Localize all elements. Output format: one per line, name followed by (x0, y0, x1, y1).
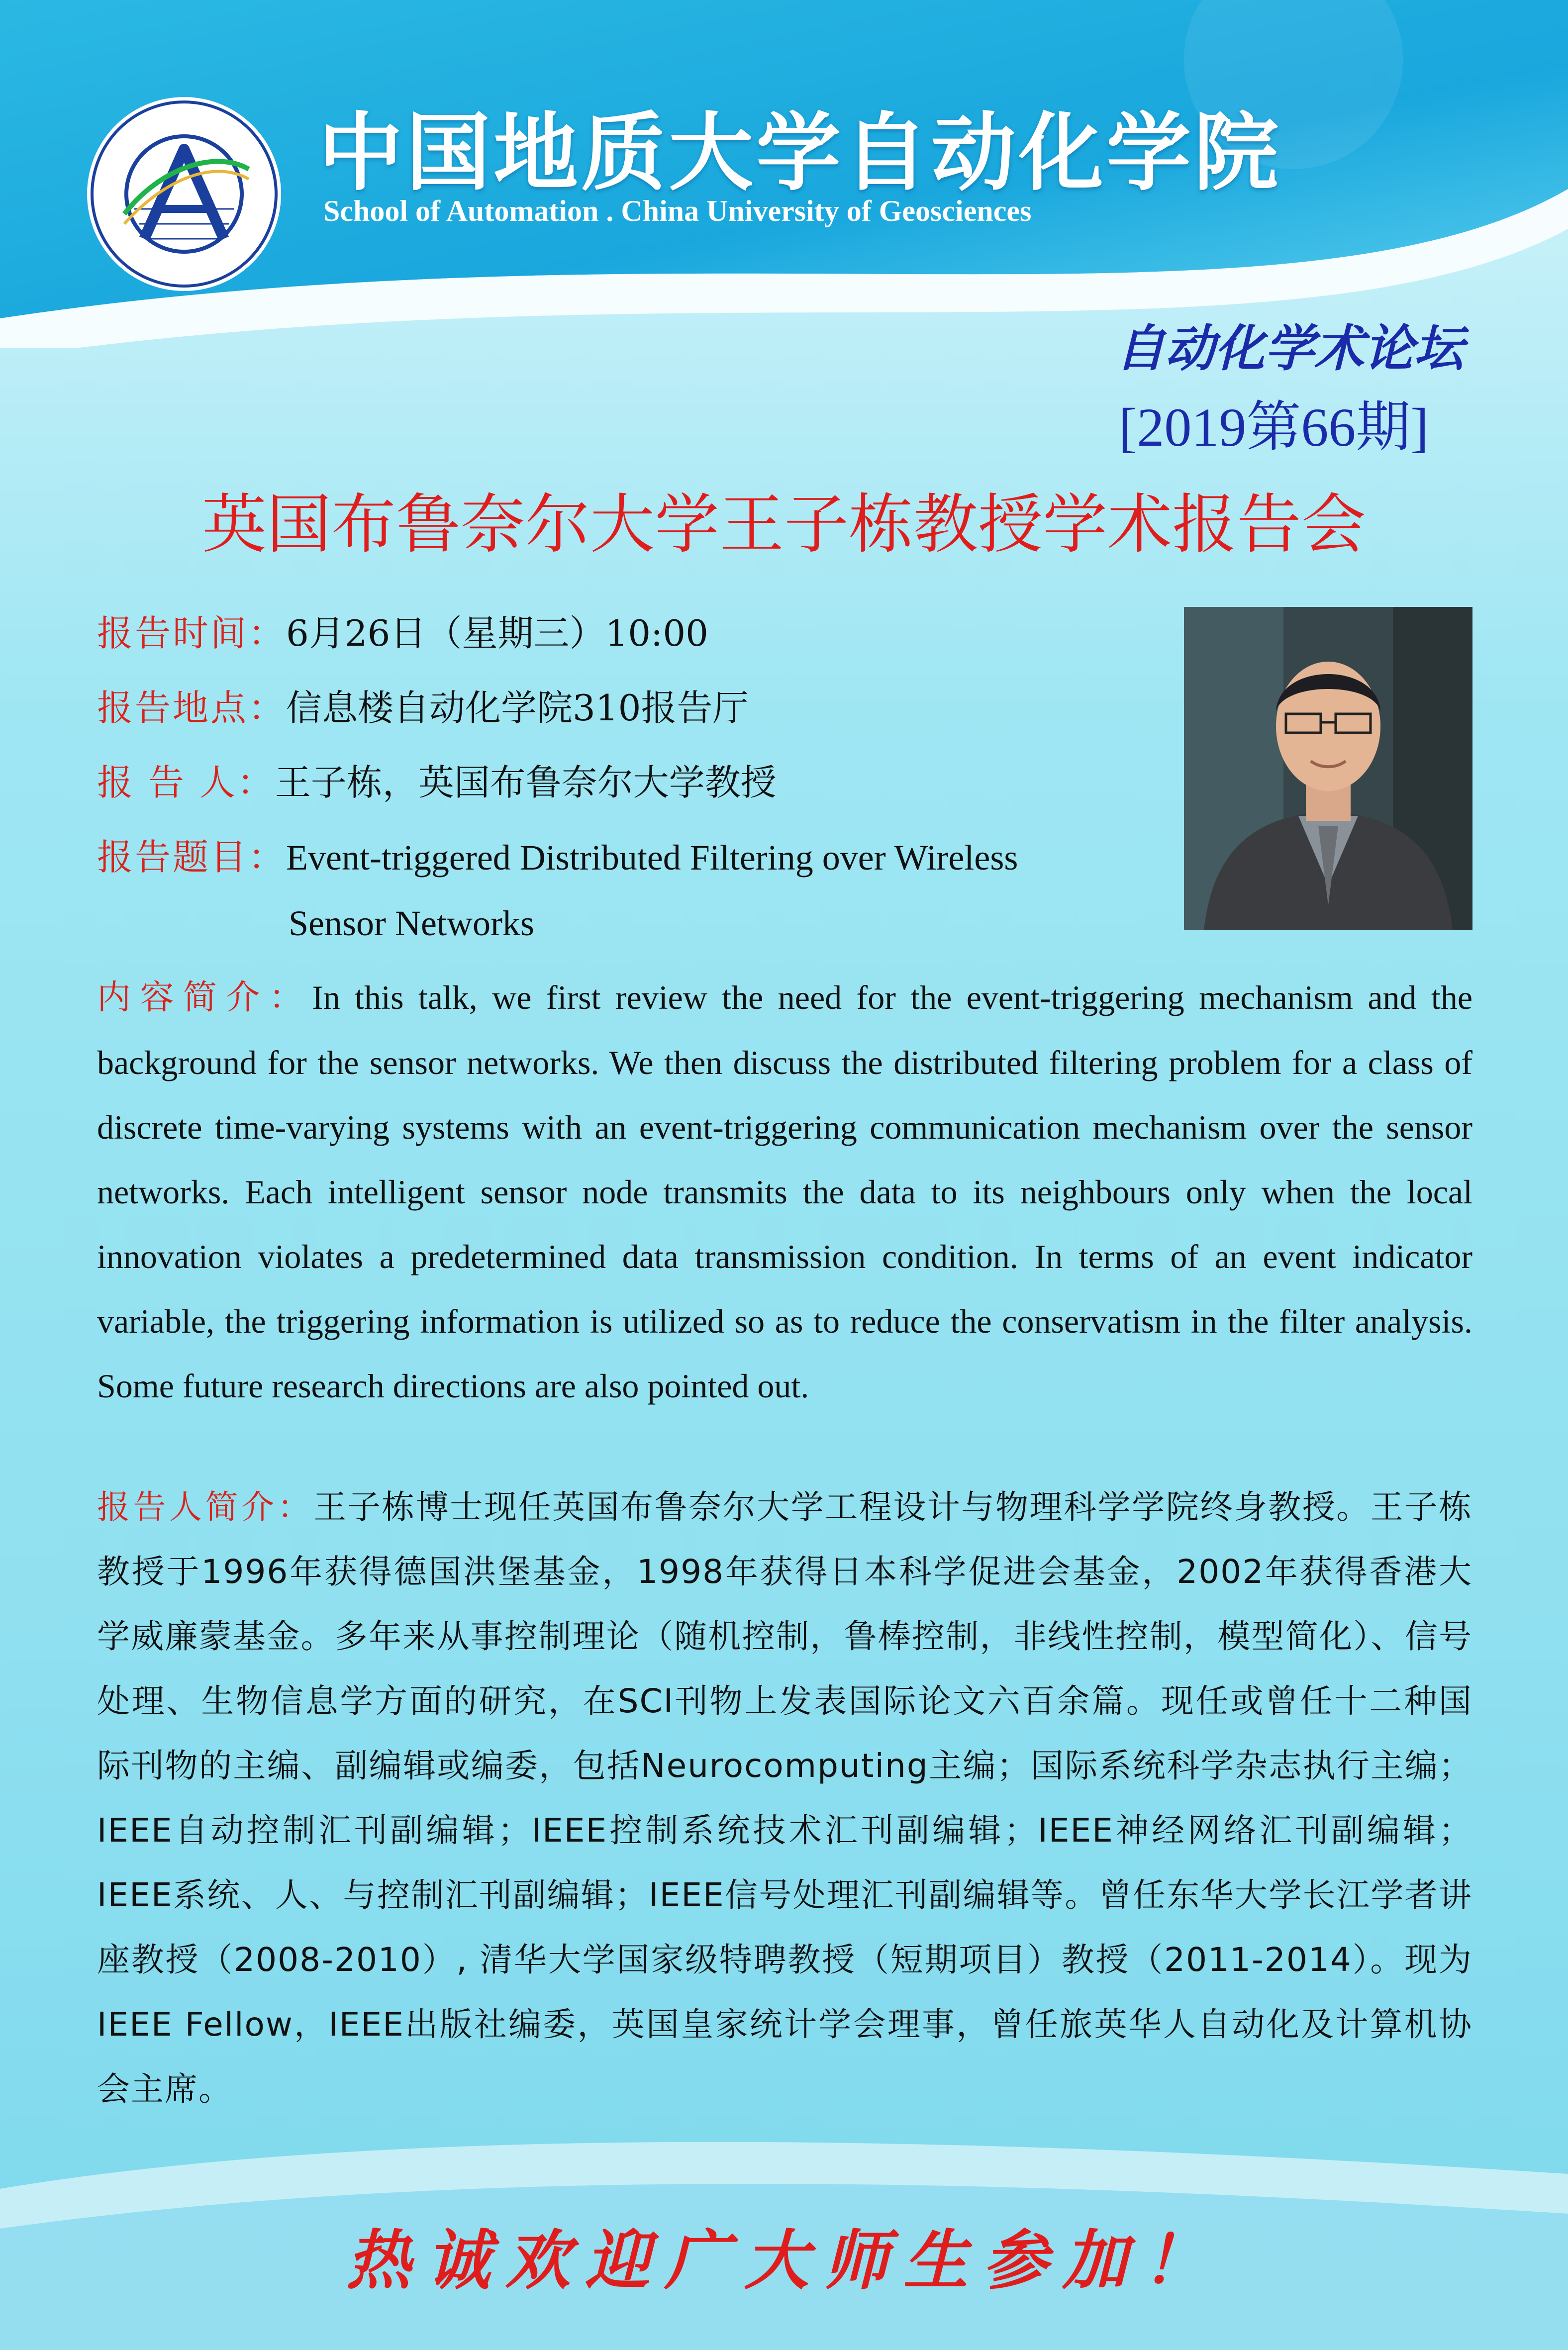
speaker-value: 王子栋，英国布鲁奈尔大学教授 (275, 762, 777, 803)
forum-issue: [2019第66期] (1118, 397, 1429, 458)
topic-value-line2: Sensor Networks (289, 903, 534, 943)
topic-label: 报告题目： (97, 836, 287, 878)
abstract-paragraph (97, 965, 1472, 1418)
abstract-label: 内容简介： (97, 978, 312, 1017)
place-value: 信息楼自动化学院310报告厅 (286, 687, 749, 729)
speaker-label: 报 告 人： (97, 762, 275, 803)
info-time-row (97, 604, 708, 656)
info-speaker-row (97, 754, 777, 805)
bio-paragraph (97, 1475, 1472, 2122)
topic-value-line1: Event-triggered Distributed Filtering over Wireless (286, 838, 1018, 878)
welcome-slogan: 热诚欢迎广大师生参加！ (346, 2222, 1222, 2298)
school-name-en: School of Automation . China University of Geosciences (323, 195, 1032, 227)
info-place-row (97, 679, 748, 731)
bio-text: 王子栋博士现任英国布鲁奈尔大学工程设计与物理科学学院终身教授。王子栋教授于1996年获得德国洪堡基金，1998年获得日本科学促进会基金，2002年获得香港大学威廉蒙基金。多年来从事控制理论（随机控制，鲁棒控制，非线性控制，模型简化）、信号处理、生物信息学方面的研究，在SCI刊物上发表国际论文六百余篇。现任或曾任十二种国际刊物的主编、副编辑或编委，包括Neurocomputing主编；国际系统科学杂志执行主编；IEEE自动控制汇刊副编辑；IEEE控制系统技术汇刊副编辑；IEEE神经网络汇刊副编辑； IEEE系统、人、与控制汇刊副编辑；IEEE信号处理汇刊副编辑等。曾任东华大学长江学者讲座教授（2008-2010）, 清华大学国家级特聘教授（短期项目）教授（2011-2014）。现为IEEE Fellow，IEEE出版社编委，英国皇家统计学会理事，曾任旅英华人自动化及计算机协会主席。 (97, 1488, 1473, 2108)
event-title: 英国布鲁奈尔大学王子栋教授学术报告会 (201, 487, 1366, 562)
time-label: 报告时间： (97, 612, 287, 654)
bio-label: 报告人简介： (97, 1488, 314, 1526)
school-name-cn: 中国地质大学自动化学院 (318, 103, 1282, 202)
forum-name: 自动化学术论坛 (1115, 319, 1464, 378)
info-topic-row (97, 828, 1018, 880)
time-value: 6月26日（星期三）10:00 (286, 612, 708, 654)
speaker-photo (1184, 607, 1472, 930)
university-logo (85, 95, 284, 294)
place-label: 报告地点： (97, 687, 287, 729)
abstract-text: In this talk, we first review the need for the event-triggering mechanism and the background for the sensor networks. We then discuss the distributed filtering problem for a class of discrete time-varying systems with an event-triggering communication mechanism over the sensor networks. Each intelligent sensor node transmits the data to its neighbours only when the local innovation violates a predetermined data transmission condition. In terms of an event indicator variable, the triggering information is utilized so as to reduce the conservatism in the filter analysis. Some future research directions are also pointed out. (97, 979, 1472, 1405)
